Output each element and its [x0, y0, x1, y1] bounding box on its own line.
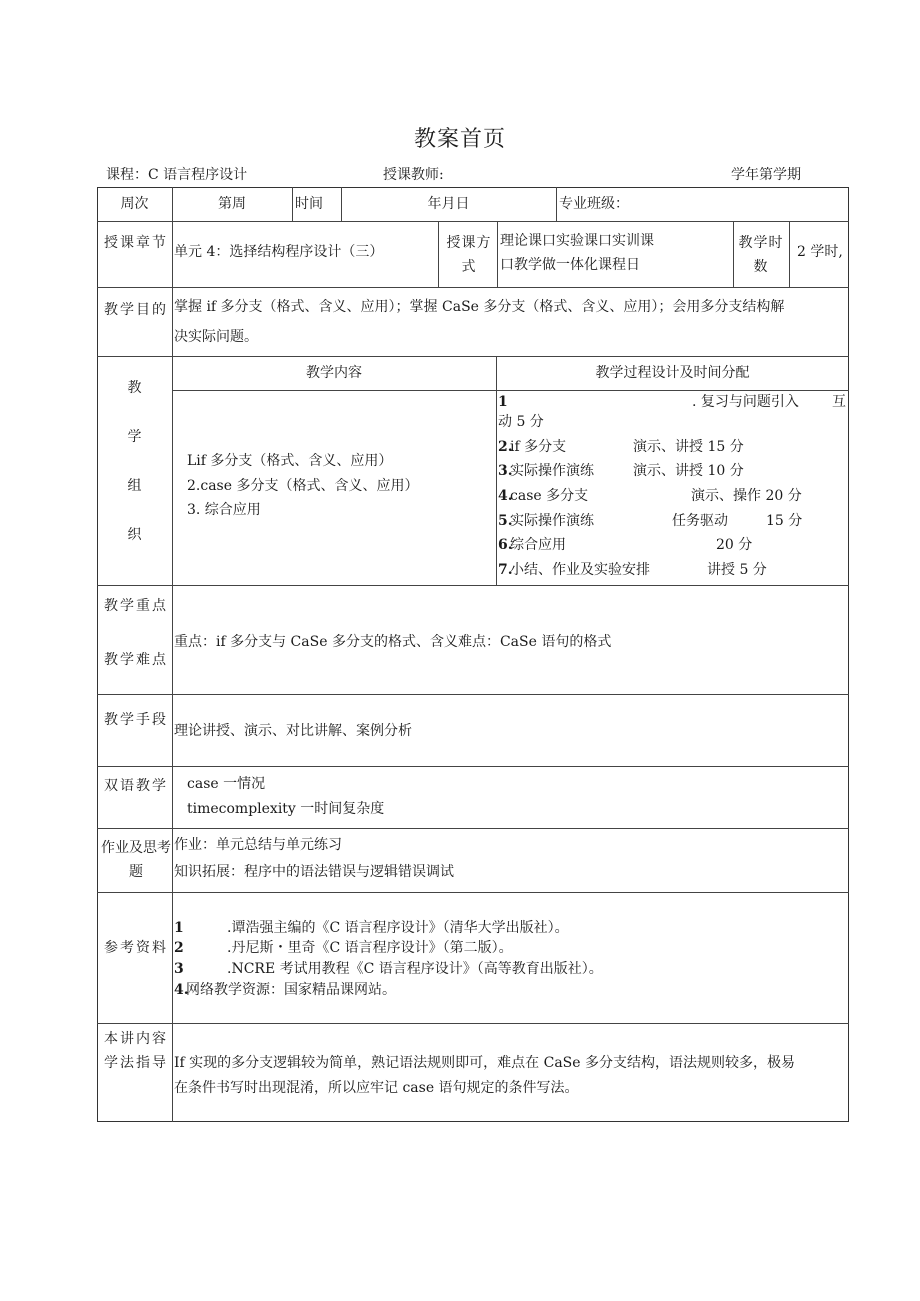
date-value: 年月日 [427, 196, 470, 212]
week-label: 周次 [120, 196, 149, 212]
process-text: case 多分支 [510, 488, 589, 504]
process-num: 6. [498, 537, 513, 553]
class-label: 专业班级： [559, 196, 629, 212]
bilingual-label: 双语教学 [104, 778, 168, 794]
semester-label: 学年第学期 [731, 167, 801, 183]
objective-label: 教学目的 [104, 302, 168, 318]
process-method: 演示、讲授 10 分 [633, 463, 744, 479]
content-item: 3. 综合应用 [187, 502, 261, 518]
content-item: Lif 多分支（格式、含义、应用） [187, 453, 393, 469]
key-point-label: 教学重点 [104, 598, 168, 614]
org-label-char: 组 [127, 478, 142, 494]
content-header: 教学内容 [306, 365, 362, 381]
process-text: if 多分支 [510, 439, 567, 455]
process-text: 综合应用 [510, 537, 566, 553]
homework-line2: 知识拓展：程序中的语法错误与逻辑错误调试 [174, 864, 454, 880]
process-method: 互 [832, 394, 846, 410]
mode-label: 授课方式 [446, 235, 492, 275]
process-method: 演示、操作 20 分 [691, 488, 802, 504]
process-method: 任务驱动 [672, 513, 728, 529]
guidance-label: 本讲内容学法指导 [104, 1031, 168, 1071]
reference-num: 1 [174, 920, 184, 936]
process-num: 4. [498, 488, 513, 504]
process-num: 2. [498, 439, 513, 455]
org-label-char: 织 [127, 527, 142, 543]
objective-line2: 决实际问题。 [174, 329, 258, 345]
teacher-label: 授课教师: [383, 167, 444, 183]
process-method: 演示、讲授 15 分 [633, 439, 744, 455]
reference-item: .NCRE 考试用教程《C 语言程序设计》（高等教育出版社）。 [227, 961, 603, 977]
homework-label: 作业及思考题 [101, 840, 171, 880]
process-time: 15 分 [766, 513, 803, 529]
reference-item: .谭浩强主编的《C 语言程序设计》（清华大学出版社）。 [227, 920, 569, 936]
reference-num: 2 [174, 940, 184, 956]
reference-item: 网络教学资源：国家精品课网站。 [186, 982, 396, 998]
process-text: 动 5 分 [498, 414, 544, 430]
hours-label: 教学时数 [738, 235, 784, 275]
bilingual-line2: timecomplexity 一时间复杂度 [187, 801, 385, 817]
reference-num: 4. [174, 982, 189, 998]
section-label: 授课章节 [104, 235, 168, 251]
key-points-value: 重点：if 多分支与 CaSe 多分支的格式、含义难点：CaSe 语句的格式 [174, 634, 612, 650]
process-num: 1 [498, 394, 508, 410]
hours-value: 2 学时, [797, 244, 843, 260]
means-value: 理论讲授、演示、对比讲解、案例分析 [174, 723, 412, 739]
section-value: 单元 4：选择结构程序设计（三） [174, 244, 384, 260]
process-text: 实际操作演练 [510, 513, 594, 529]
course-name: 课程：C 语言程序设计 [106, 167, 248, 183]
reference-item: .丹尼斯・里奇《C 语言程序设计》（第二版）。 [227, 940, 513, 956]
page-title: 教案首页 [413, 127, 506, 152]
week-value: 第周 [218, 196, 246, 212]
objective-line1: 掌握 if 多分支（格式、含义、应用）；掌握 CaSe 多分支（格式、含义、应用）；会用多分支结构解 [174, 299, 785, 315]
process-num: 7. [498, 562, 513, 578]
mode-line2: 口教学做一体化课程日 [500, 257, 640, 273]
guidance-line2: 在条件书写时出现混淆，所以应牢记 case 语句规定的条件写法。 [174, 1080, 579, 1096]
process-text: 小结、作业及实验安排 [510, 562, 650, 578]
bilingual-line1: case 一情况 [187, 776, 266, 792]
process-text: 实际操作演练 [510, 463, 594, 479]
homework-line1: 作业：单元总结与单元练习 [174, 837, 342, 853]
guidance-line1: If 实现的多分支逻辑较为简单，熟记语法规则即可，难点在 CaSe 多分支结构，语法规则较多，极易 [174, 1055, 795, 1071]
process-header: 教学过程设计及时间分配 [595, 365, 750, 381]
org-label-char: 教 [127, 380, 142, 396]
content-item: 2.case 多分支（格式、含义、应用） [187, 478, 419, 494]
difficulty-label: 教学难点 [104, 652, 168, 668]
org-label-char: 学 [127, 429, 142, 445]
process-method: 讲授 5 分 [707, 562, 767, 578]
references-label: 参考资料 [104, 940, 168, 956]
process-text: . 复习与问题引入 [692, 394, 799, 410]
process-time: 20 分 [716, 537, 753, 553]
process-num: 3. [498, 463, 513, 479]
reference-num: 3 [174, 961, 184, 977]
time-label: 时间 [295, 196, 323, 212]
means-label: 教学手段 [104, 712, 168, 728]
mode-line1: 理论课口实验课口实训课 [500, 233, 654, 249]
process-num: 5. [498, 513, 513, 529]
